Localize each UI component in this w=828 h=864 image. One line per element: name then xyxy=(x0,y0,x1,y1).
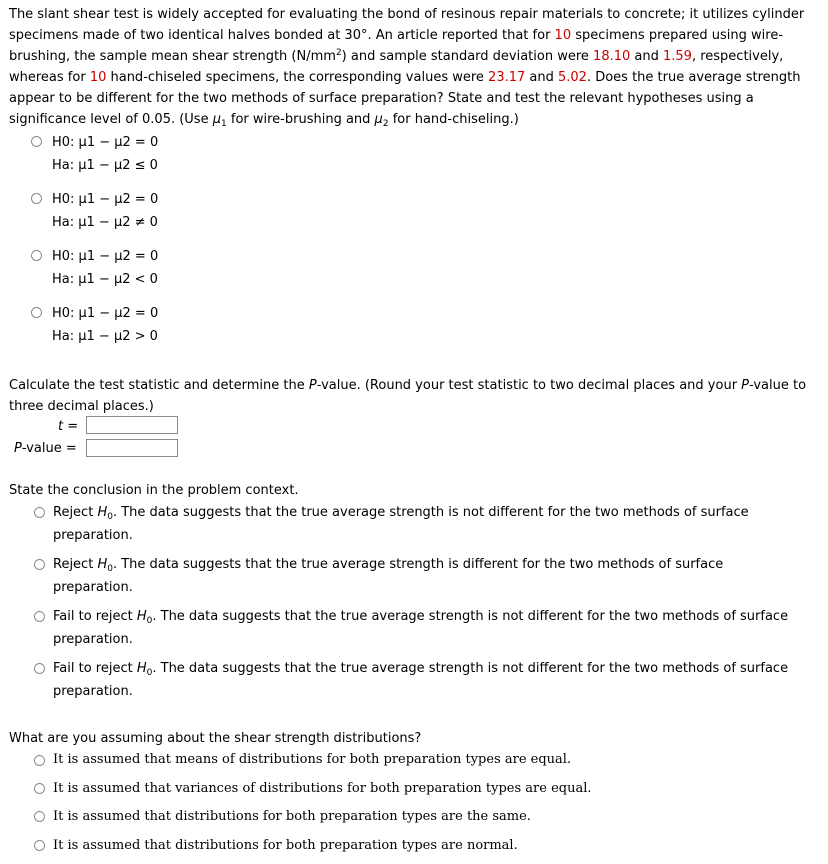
conclusion-radio-1[interactable] xyxy=(34,507,45,518)
assumption-option-2: It is assumed that variances of distributions for both preparation types are equal. xyxy=(53,781,592,796)
hypothesis-radio-4[interactable] xyxy=(31,307,42,318)
assumption-radio-4[interactable] xyxy=(34,840,45,851)
mean1-value: 18.10 xyxy=(593,49,631,64)
hypothesis-radio-2[interactable] xyxy=(31,193,42,204)
n2-value: 10 xyxy=(89,70,107,85)
p-value-label: P-value = xyxy=(14,441,77,456)
hypothesis-3-h0: H0: μ1 − μ2 = 0 xyxy=(52,249,159,264)
problem-statement: The slant shear test is widely accepted for evaluating the bond of resinous repair materials to concrete; it utilizes cylinder specimens made of two identical halves bonded at 30°. An article reported that for 10 specimens prepared using wire-brushing, the sample mean shear strength $(N/mm^2)$ and sample standard deviation were 18.10 and 1.59, respectively, whereas for 10 hand-chiseled specimens, the corresponding values were 23.17 and 5.02. Does the true average strength appear to be different for the two methods of surface preparation? State and test the relevant hypotheses using a significance level of 0.05. (Use $\mu_1$ for wire-brushing and $\mu_2$ for hand-chiseling.) xyxy=(9,7,805,129)
assumption-option-4: It is assumed that distributions for both preparation types are normal. xyxy=(53,838,518,853)
conclusion-option-3: Fail to reject $H_0$. The data suggests that the true average strength is not different for the two methods of surface preparation. xyxy=(53,609,789,647)
hypothesis-radio-3[interactable] xyxy=(31,250,42,261)
hypothesis-2-ha: Ha: μ1 − μ2 ≠ 0 xyxy=(52,215,158,230)
n1-value: 10 xyxy=(554,28,572,43)
assumption-radio-2[interactable] xyxy=(34,783,45,794)
conclusion-option-1: Reject $H_0$. The data suggests that the true average strength is not different for the two methods of surface preparation. xyxy=(53,505,749,543)
hypothesis-1-ha: Ha: μ1 − μ2 ≤ 0 xyxy=(52,158,158,173)
assumption-prompt: What are you assuming about the shear strength distributions? xyxy=(9,731,422,746)
conclusion-option-2: Reject $H_0$. The data suggests that the true average strength is different for the two methods of surface preparation. xyxy=(53,557,724,595)
mean2-value: 23.17 xyxy=(488,70,526,85)
conclusion-radio-2[interactable] xyxy=(34,559,45,570)
assumption-radio-1[interactable] xyxy=(34,755,45,766)
conclusion-option-4: Fail to reject $H_0$. The data suggests that the true average strength is not different for the two methods of surface preparation. xyxy=(53,661,789,699)
conclusion-prompt: State the conclusion in the problem context. xyxy=(9,483,299,498)
hypothesis-radio-1[interactable] xyxy=(31,136,42,147)
hypothesis-1-h0: H0: μ1 − μ2 = 0 xyxy=(52,135,159,150)
conclusion-radio-3[interactable] xyxy=(34,611,45,622)
sd1-value: 1.59 xyxy=(663,49,692,64)
t-statistic-input[interactable] xyxy=(86,416,178,434)
hypothesis-4-h0: H0: μ1 − μ2 = 0 xyxy=(52,306,159,321)
hypothesis-4-ha: Ha: μ1 − μ2 > 0 xyxy=(52,329,158,344)
calc-prompt: Calculate the test statistic and determine the P-value. (Round your test statistic to two decimal places and your P-value to three decimal places.) xyxy=(9,378,807,414)
assumption-option-1: It is assumed that means of distributions for both preparation types are equal. xyxy=(53,752,572,767)
sd2-value: 5.02 xyxy=(558,70,587,85)
hypothesis-3-ha: Ha: μ1 − μ2 < 0 xyxy=(52,272,158,287)
t-label: t = xyxy=(58,419,79,434)
p-value-input[interactable] xyxy=(86,439,178,457)
hypothesis-2-h0: H0: μ1 − μ2 = 0 xyxy=(52,192,159,207)
assumption-option-3: It is assumed that distributions for both preparation types are the same. xyxy=(53,809,531,824)
conclusion-radio-4[interactable] xyxy=(34,663,45,674)
assumption-radio-3[interactable] xyxy=(34,811,45,822)
